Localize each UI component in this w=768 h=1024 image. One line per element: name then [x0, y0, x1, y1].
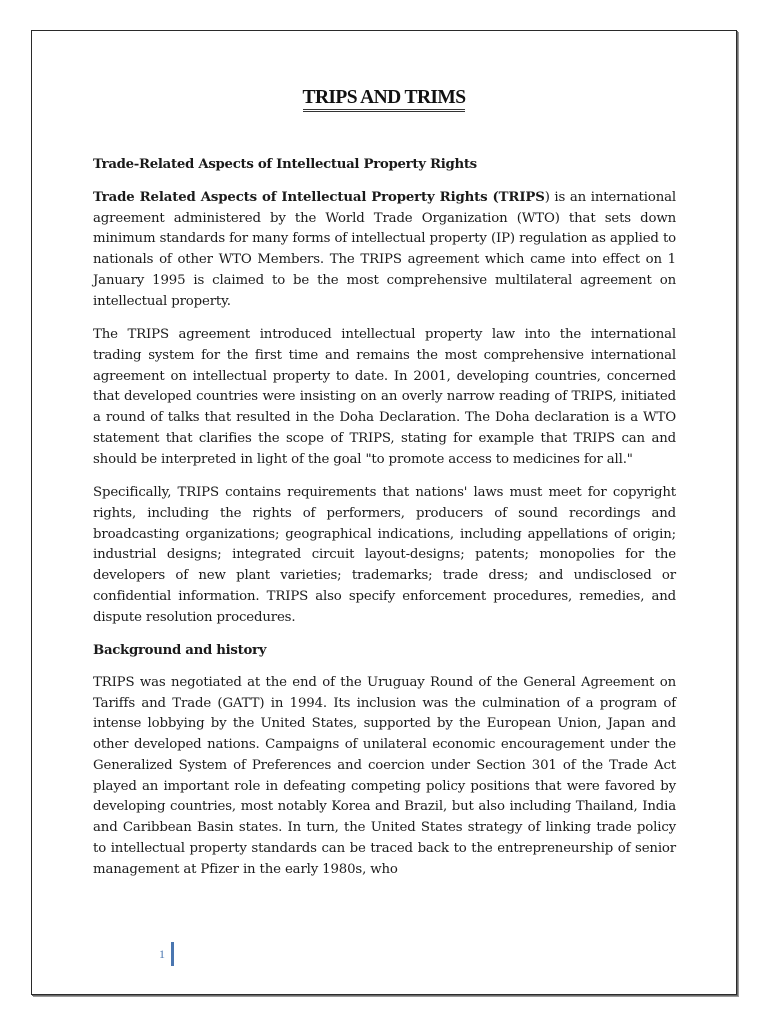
- document-title: [32, 87, 736, 112]
- paragraph-1-bold-lead: Trade Related Aspects of Intellectual Property Rights (TRIPS: [93, 189, 545, 205]
- paragraph-1-text: ) is an international agreement administered by the World Trade Organization (WTO) that sets down minimum standards for many forms of intellectual property (IP) regulation as applied to nationals of other WTO Members. The TRIPS agreement which came into effect on 1 January 1995 is claimed to be the most comprehensive multilateral agreement on intellectual property.: [93, 189, 676, 309]
- paragraph-3: Specifically, TRIPS contains requirements that nations' laws must meet for copyright rights, including the rights of performers, producers of sound recordings and broadcasting organizations; geographical indications, including appellations of origin; industrial designs; integrated circuit layout-designs; patents; monopolies for the developers of new plant varieties; trademarks; trade dress; and undisclosed or confidential information. TRIPS also specify enforcement procedures, remedies, and dispute resolution procedures.: [93, 484, 676, 625]
- document-title-text: TRIPS AND TRIMS: [303, 88, 466, 112]
- page-number: 1: [159, 946, 165, 961]
- section-heading-background: Background and history: [93, 642, 267, 658]
- paragraph-1: [93, 188, 676, 313]
- document-page: [31, 30, 737, 995]
- paragraph-background: TRIPS was negotiated at the end of the Uruguay Round of the General Agreement on Tariffs and Trade (GATT) in 1994. Its inclusion was the culmination of a program of intense lobbying by the United States, supported by the European Union, Japan and other developed nations. Campaigns of unilateral economic encouragement under the Generalized System of Preferences and coercion under Section 301 of the Trade Act played an important role in defeating competing policy positions that were favored by developing countries, most notably Korea and Brazil, but also including Thailand, India and Caribbean Basin states. In turn, the United States strategy of linking trade policy to intellectual property standards can be traced back to the entrepreneurship of senior management at Pfizer in the early 1980s, who: [93, 674, 676, 877]
- paragraph-2: The TRIPS agreement introduced intellectual property law into the international trading system for the first time and remains the most comprehensive international agreement on intellectual property to date. In 2001, developing countries, concerned that developed countries were insisting on an overly narrow reading of TRIPS, initiated a round of talks that resulted in the Doha Declaration. The Doha declaration is a WTO statement that clarifies the scope of TRIPS, stating for example that TRIPS can and should be interpreted in light of the goal "to promote access to medicines for all.": [93, 326, 676, 467]
- document-body: [93, 155, 676, 893]
- page-footer: [159, 941, 174, 967]
- section-heading-trips: Trade-Related Aspects of Intellectual Property Rights: [93, 157, 477, 172]
- page-number-bar-divider: [171, 942, 174, 966]
